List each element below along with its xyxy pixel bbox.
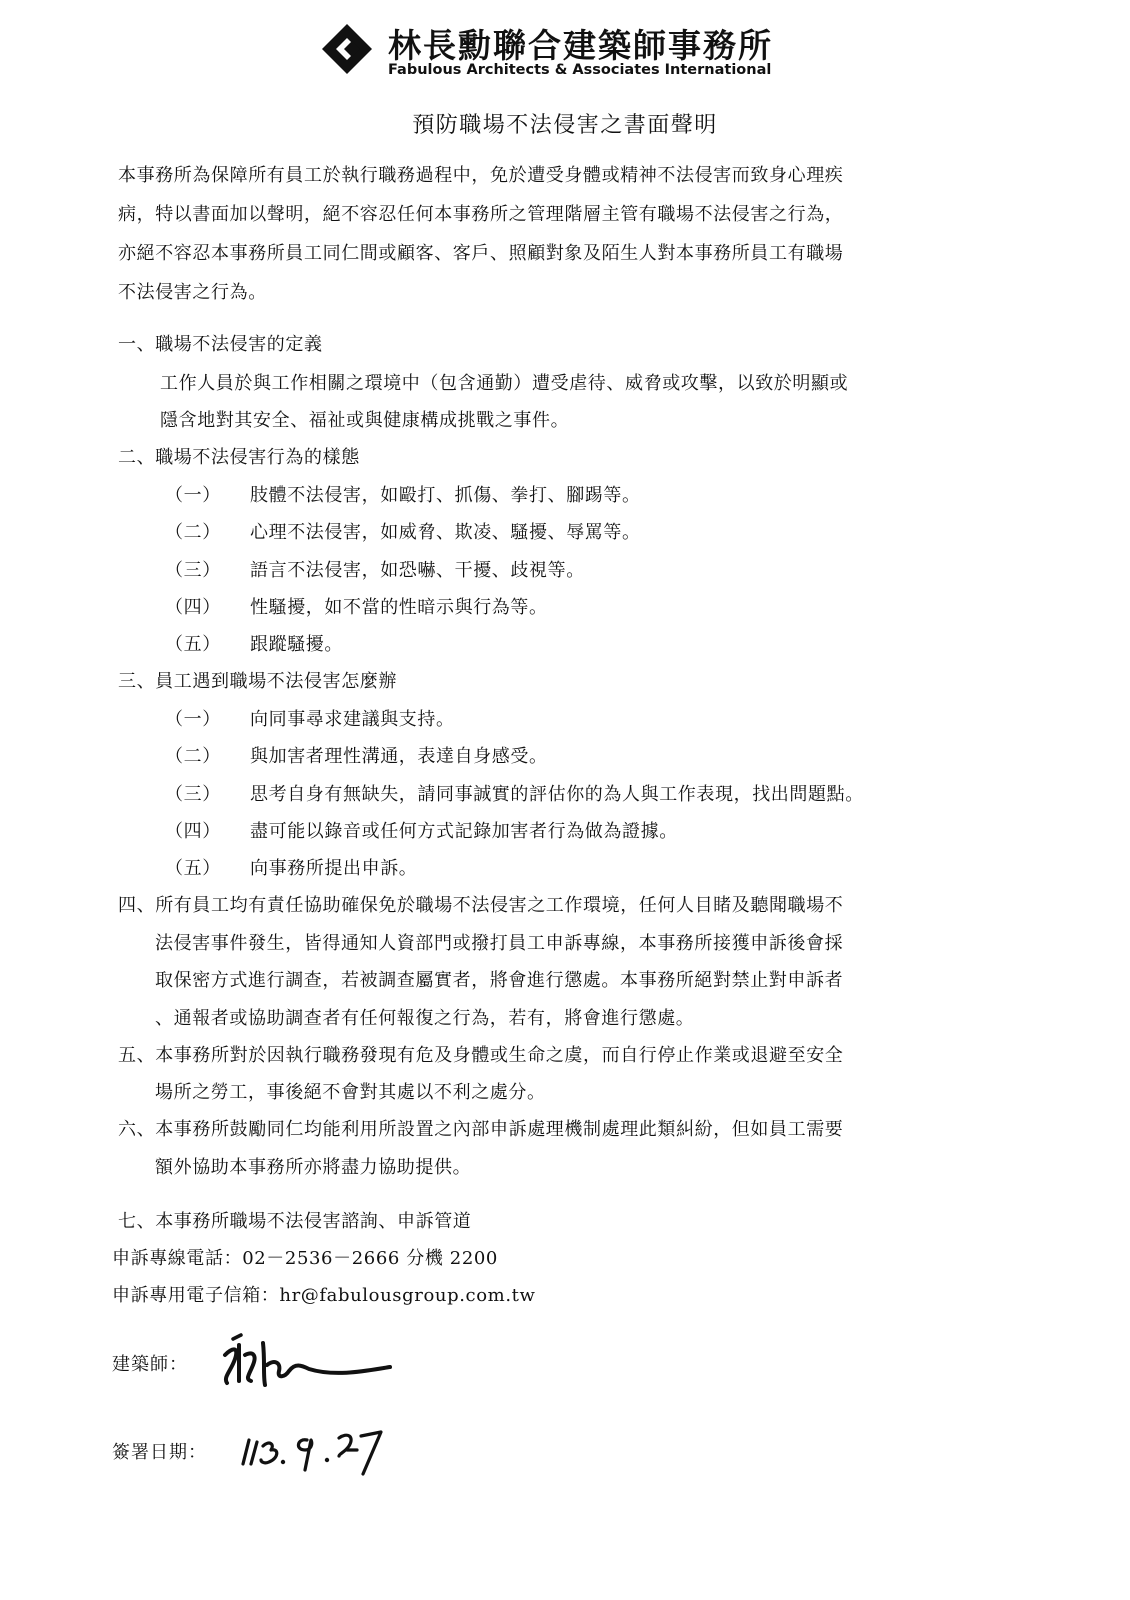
list-item-number: （一） [165,485,221,506]
document-title: 預防職場不法侵害之書面聲明 [412,113,718,138]
list-item-number: （一） [165,709,221,730]
section-2-heading: 二、職場不法侵害行為的樣態 [118,447,360,468]
section-3-heading: 三、員工遇到職場不法侵害怎麼辦 [118,671,397,692]
list-item: 向同事尋求建議與支持。 [250,709,455,730]
firm-name-en: Fabulous Architects & Associates International [388,62,772,78]
list-item-number: （五） [165,858,221,879]
architect-signature [205,1325,405,1395]
section-1-body-line: 工作人員於與工作相關之環境中（包含通勤）遭受虐待、威脅或攻擊，以致於明顯或 [160,373,849,394]
list-item: 心理不法侵害，如威脅、欺凌、騷擾、辱罵等。 [250,522,641,543]
firm-logo-icon [322,24,380,74]
section-5-line: 場所之勞工，事後絕不會對其處以不利之處分。 [155,1082,546,1103]
section-4-line: 、通報者或協助調查者有任何報復之行為，若有，將會進行懲處。 [155,1008,695,1029]
section-5-line: 五、本事務所對於因執行職務發現有危及身體或生命之虞，而自行停止作業或退避至安全 [118,1045,844,1066]
section-4-line: 取保密方式進行調查，若被調查屬實者，將會進行懲處。本事務所絕對禁止對申訴者 [155,970,844,991]
list-item: 肢體不法侵害，如毆打、抓傷、拳打、腳踢等。 [250,485,641,506]
section-1-heading: 一、職場不法侵害的定義 [118,334,323,355]
list-item: 盡可能以錄音或任何方式記錄加害者行為做為證據。 [250,821,678,842]
list-item: 與加害者理性溝通，表達自身感受。 [250,746,548,767]
intro-paragraph [118,156,1018,312]
firm-name-zh: 林長勳聯合建築師事務所 [388,26,773,65]
list-item-number: （三） [165,784,221,805]
section-6-line: 六、本事務所鼓勵同仁均能利用所設置之內部申訴處理機制處理此類糾紛，但如員工需要 [118,1119,844,1140]
architect-label: 建築師： [112,1354,188,1375]
list-item-number: （二） [165,746,221,767]
list-item: 語言不法侵害，如恐嚇、干擾、歧視等。 [250,560,585,581]
complaint-email: 申訴專用電子信箱：hr@fabulousgroup.com.tw [112,1285,536,1306]
section-4-line: 四、所有員工均有責任協助確保免於職場不法侵害之工作環境，任何人目睹及聽聞職場不 [118,895,844,916]
complaint-phone: 申訴專線電話：02－2536－2666 分機 2200 [112,1248,498,1269]
intro-line: 不法侵害之行為。 [118,282,267,303]
list-item-number: （二） [165,522,221,543]
list-item: 思考自身有無缺失，請同事誠實的評估你的為人與工作表現，找出問題點。 [250,784,864,805]
section-6-line: 額外協助本事務所亦將盡力協助提供。 [155,1157,472,1178]
list-item: 跟蹤騷擾。 [250,634,343,655]
signing-date-label: 簽署日期： [112,1442,207,1463]
intro-line: 本事務所為保障所有員工於執行職務過程中，免於遭受身體或精神不法侵害而致身心理疾 [118,165,844,186]
list-item-number: （三） [165,560,221,581]
section-7-heading: 七、本事務所職場不法侵害諮詢、申訴管道 [118,1211,472,1232]
section-1-body-line: 隱含地對其安全、福祉或與健康構成挑戰之事件。 [160,410,570,431]
handwritten-date [235,1418,395,1478]
list-item-number: （四） [165,821,221,842]
list-item: 向事務所提出申訴。 [250,858,418,879]
list-item-number: （四） [165,597,221,618]
intro-line: 病，特以書面加以聲明，絕不容忍任何本事務所之管理階層主管有職場不法侵害之行為， [118,204,844,225]
letterhead [322,20,842,82]
intro-line: 亦絕不容忍本事務所員工同仁間或顧客、客戶、照顧對象及陌生人對本事務所員工有職場 [118,243,844,264]
list-item: 性騷擾，如不當的性暗示與行為等。 [250,597,548,618]
section-4-line: 法侵害事件發生，皆得通知人資部門或撥打員工申訴專線，本事務所接獲申訴後會採 [155,933,844,954]
list-item-number: （五） [165,634,221,655]
